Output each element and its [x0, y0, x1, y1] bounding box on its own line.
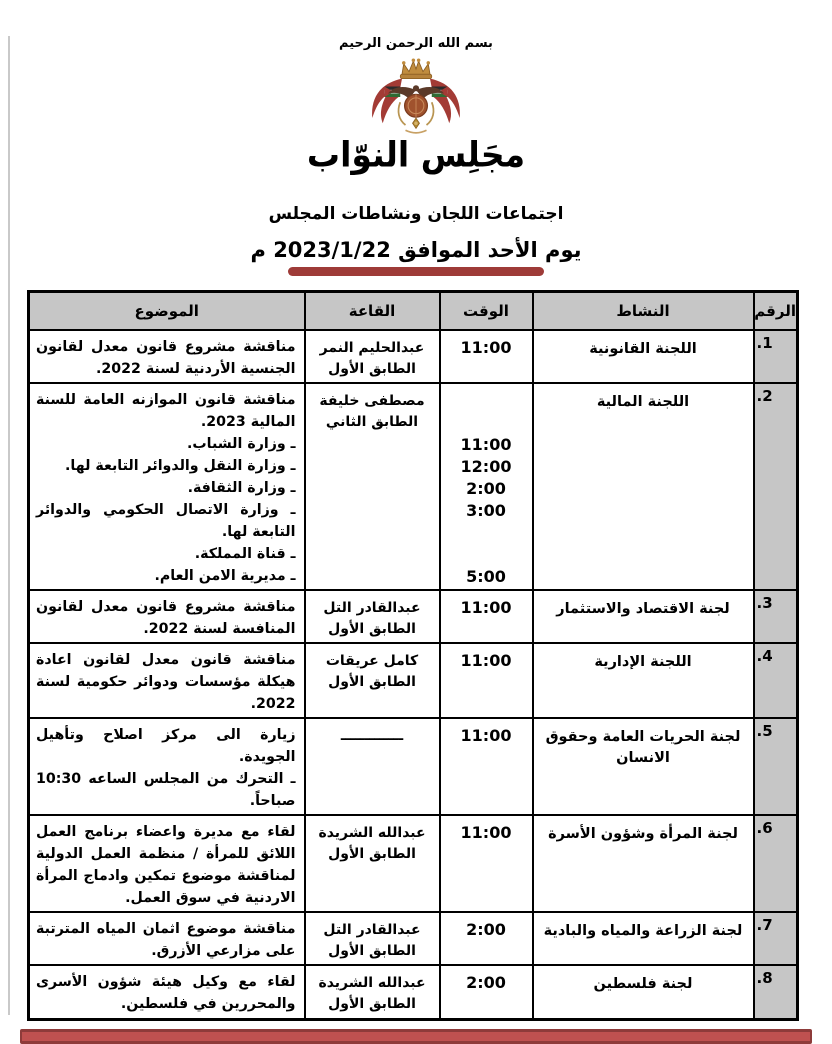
hall-cell — [305, 383, 440, 590]
subject-paragraph: زيارة الى مركز اصلاح وتأهيل الجويدة. — [36, 726, 296, 765]
hall-line: الطابق الأول — [328, 360, 416, 377]
hall-line: الطابق الثاني — [325, 413, 419, 430]
time-cell — [440, 590, 533, 643]
time-value — [443, 522, 530, 544]
table-row — [29, 643, 798, 718]
hall-line: عبدالله الشريدة — [318, 974, 426, 991]
row-number-cell — [754, 718, 798, 815]
subject-paragraph: ـ وزارة الشباب. — [186, 435, 296, 452]
activity-cell: لجنة الاقتصاد والاستثمار — [533, 590, 754, 643]
date-title: يوم الأحد الموافق 2023/1/22 م — [250, 238, 582, 262]
hall-line: عبدالقادر التل — [323, 921, 421, 938]
document-header — [0, 36, 832, 174]
row-number-text: 5. — [756, 721, 773, 740]
document-page — [0, 36, 832, 1015]
activity-cell: اللجنة المالية — [533, 383, 754, 590]
subject-paragraph: مناقشة موضوع اثمان المياه المترتبة على مزارعي الأزرق. — [36, 920, 296, 959]
time-value: 2:00 — [466, 972, 506, 992]
bismillah-text: بسم الله الرحمن الرحيم — [339, 36, 493, 51]
header-subject: الموضوع — [29, 292, 305, 330]
hall-line: الطابق الأول — [328, 673, 416, 690]
subject-paragraph: ـ وزارة الاتصال الحكومي والدوائر التابعة لها. — [36, 501, 296, 540]
row-number-text: 1. — [756, 333, 773, 352]
header-hall: القاعة — [305, 292, 440, 330]
subject-paragraph: لقاء مع مديرة واعضاء برنامج العمل اللائق للمرأة / منظمة العمل الدولية لمناقشة موضوع تمكين وادماج المرأة الاردنية في سوق العمل. — [36, 823, 296, 906]
time-value: 2:00 — [466, 478, 506, 498]
row-number-text: 8. — [756, 968, 773, 987]
footer-accent-bar — [20, 1029, 812, 1044]
hall-cell — [305, 643, 440, 718]
row-number-text: 2. — [756, 386, 773, 405]
subject-paragraph: ـ قناة المملكة. — [194, 545, 296, 562]
time-value — [443, 412, 530, 434]
subject-paragraph: لقاء مع وكيل هيئة شؤون الأسرى والمحررين في فلسطين. — [36, 973, 296, 1012]
time-cell — [440, 330, 533, 383]
time-cell — [440, 718, 533, 815]
hall-cell — [305, 590, 440, 643]
row-number-text: 6. — [756, 818, 773, 837]
subject-cell — [29, 330, 305, 383]
activity-cell: لجنة الحريات العامة وحقوق الانسان — [533, 718, 754, 815]
time-value: 11:00 — [460, 650, 512, 670]
time-value: 11:00 — [460, 337, 512, 357]
row-number-cell — [754, 965, 798, 1020]
subject-paragraph: مناقشة قانون الموازنه العامة للسنة المالية 2023. — [36, 391, 296, 430]
subject-paragraph: مناقشة مشروع قانون معدل لقانون الجنسية الأردنية لسنة 2022. — [36, 338, 296, 377]
row-number-text: 4. — [756, 646, 773, 665]
table-row — [29, 383, 798, 590]
time-value — [443, 390, 530, 412]
activity-cell: اللجنة الإدارية — [533, 643, 754, 718]
hall-line: عبدالله الشريدة — [318, 824, 426, 841]
subject-paragraph: ـ التحرك من المجلس الساعه 10:30 صباحاً. — [36, 770, 296, 809]
table-row — [29, 815, 798, 912]
table-row — [29, 912, 798, 965]
subject-paragraph: مناقشة مشروع قانون معدل لقانون المنافسة لسنة 2022. — [36, 598, 296, 637]
subject-cell — [29, 912, 305, 965]
time-cell — [440, 383, 533, 590]
time-value — [443, 544, 530, 566]
time-value: 5:00 — [466, 566, 506, 586]
header-time: الوقت — [440, 292, 533, 330]
subject-cell — [29, 590, 305, 643]
activity-cell: لجنة فلسطين — [533, 965, 754, 1020]
time-cell — [440, 912, 533, 965]
subject-paragraph: ـ وزارة الثقافة. — [187, 479, 296, 496]
time-value: 12:00 — [460, 456, 512, 476]
subject-paragraph: مناقشة قانون معدل لقانون اعادة هيكلة مؤسسات ودوائر حكومية لسنة 2022. — [36, 651, 296, 712]
row-number-text: 7. — [756, 915, 773, 934]
hall-line: الطابق الأول — [328, 995, 416, 1012]
row-number-cell — [754, 330, 798, 383]
hall-line: الطابق الأول — [328, 942, 416, 959]
time-value: 3:00 — [466, 500, 506, 520]
page-edge-line — [8, 36, 10, 1015]
time-value: 11:00 — [460, 434, 512, 454]
header-number: الرقم — [754, 292, 798, 330]
table-row — [29, 330, 798, 383]
jordan-coat-of-arms-icon — [0, 55, 832, 139]
header-activity: النشاط — [533, 292, 754, 330]
hall-cell — [305, 330, 440, 383]
hall-cell — [305, 718, 440, 815]
row-number-cell — [754, 383, 798, 590]
hall-cell — [305, 912, 440, 965]
hall-line: الطابق الأول — [328, 620, 416, 637]
table-row — [29, 590, 798, 643]
table-row — [29, 718, 798, 815]
org-name-calligraphy: مجَلِس النوّاب — [306, 134, 526, 175]
time-cell — [440, 965, 533, 1020]
hall-line: الطابق الأول — [328, 845, 416, 862]
row-number-cell — [754, 815, 798, 912]
activity-cell: لجنة الزراعة والمياه والبادية — [533, 912, 754, 965]
subject-paragraph: ـ مديرية الامن العام. — [154, 567, 296, 584]
hall-cell — [305, 965, 440, 1020]
subject-paragraph: ـ وزارة النقل والدوائر التابعة لها. — [65, 457, 296, 474]
row-number-cell — [754, 643, 798, 718]
time-value: 11:00 — [460, 725, 512, 745]
hall-line: مصطفى خليفة — [319, 392, 425, 409]
table-body — [29, 330, 798, 1020]
hall-line: ـــــــــــــ — [340, 727, 404, 744]
page-title: اجتماعات اللجان ونشاطات المجلس — [268, 204, 564, 224]
time-value: 2:00 — [466, 919, 506, 939]
hall-cell — [305, 815, 440, 912]
schedule-table — [27, 290, 799, 1021]
row-number-text: 3. — [756, 593, 773, 612]
hall-line: كامل عريقات — [325, 652, 419, 669]
subject-cell — [29, 718, 305, 815]
table-row — [29, 965, 798, 1020]
time-cell — [440, 815, 533, 912]
title-underline — [288, 267, 544, 276]
time-cell — [440, 643, 533, 718]
table-header-row — [29, 292, 798, 330]
hall-line: عبدالقادر التل — [323, 599, 421, 616]
subject-cell — [29, 965, 305, 1020]
activity-cell: اللجنة القانونية — [533, 330, 754, 383]
activity-cell: لجنة المرأة وشؤون الأسرة — [533, 815, 754, 912]
time-value: 11:00 — [460, 822, 512, 842]
row-number-cell — [754, 912, 798, 965]
subject-cell — [29, 383, 305, 590]
row-number-cell — [754, 590, 798, 643]
subject-cell — [29, 643, 305, 718]
hall-line: عبدالحليم النمر — [319, 339, 425, 356]
time-value: 11:00 — [460, 597, 512, 617]
subject-cell — [29, 815, 305, 912]
